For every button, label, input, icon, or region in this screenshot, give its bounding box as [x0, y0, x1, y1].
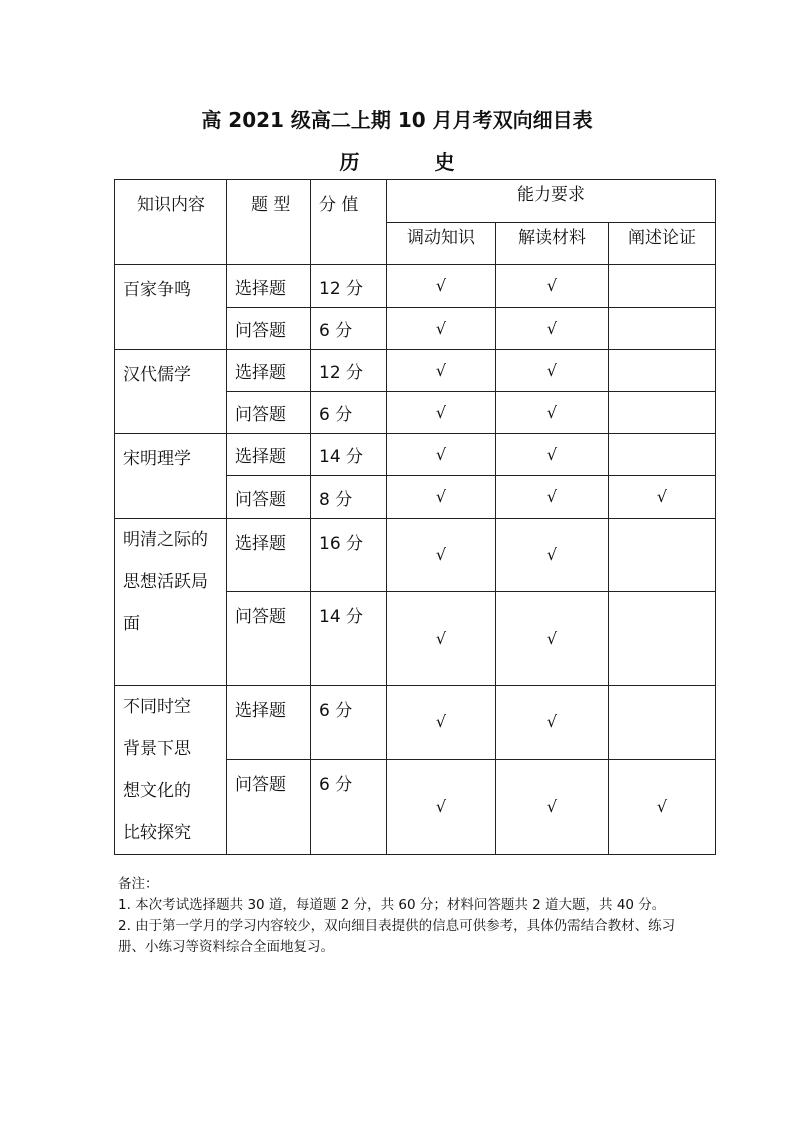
- check-recall: [387, 392, 496, 434]
- check-recall: [387, 592, 496, 686]
- check-mark: √: [546, 487, 558, 506]
- check-mark: √: [435, 628, 447, 648]
- check-recall: [387, 519, 496, 592]
- check-interpret: [496, 265, 609, 308]
- check-argue: [609, 308, 716, 350]
- check-mark: √: [546, 796, 558, 816]
- check-argue: [609, 519, 716, 592]
- question-type: 问答题: [227, 592, 311, 686]
- check-recall: [387, 476, 496, 519]
- check-mark: √: [546, 628, 558, 648]
- check-recall: [387, 265, 496, 308]
- check-argue: [609, 686, 716, 760]
- header-ability-argue: 阐述论证: [609, 223, 716, 265]
- check-mark: √: [435, 402, 447, 422]
- header-score: 分 值: [311, 180, 387, 265]
- header-topic: 知识内容: [115, 180, 227, 265]
- check-recall: [387, 434, 496, 476]
- check-argue: [609, 350, 716, 392]
- topic-cell: 明清之际的思想活跃局面: [115, 519, 227, 686]
- header-type: 题 型: [227, 180, 311, 265]
- check-mark: √: [435, 796, 447, 816]
- check-mark: √: [546, 545, 558, 564]
- subject-title: 历 史: [339, 150, 489, 174]
- score: 16 分: [311, 519, 387, 592]
- check-argue: [609, 392, 716, 434]
- header-ability-recall: 调动知识: [387, 223, 496, 265]
- check-mark: √: [546, 712, 558, 732]
- check-recall: [387, 686, 496, 760]
- score: 8 分: [311, 476, 387, 519]
- question-type: 选择题: [227, 265, 311, 308]
- score: 12 分: [311, 265, 387, 308]
- question-type: 选择题: [227, 350, 311, 392]
- check-interpret: [496, 308, 609, 350]
- score: 14 分: [311, 592, 387, 686]
- check-interpret: [496, 350, 609, 392]
- question-type: 问答题: [227, 759, 311, 854]
- topic-cell: 汉代儒学: [115, 350, 227, 434]
- check-interpret: [496, 519, 609, 592]
- note-item: 1. 本次考试选择题共 30 道，每道题 2 分，共 60 分；材料问答题共 2 道大题，共 40 分。: [118, 897, 666, 913]
- check-recall: [387, 308, 496, 350]
- score: 12 分: [311, 350, 387, 392]
- check-mark: √: [435, 444, 447, 464]
- check-mark: √: [546, 276, 558, 295]
- check-interpret: [496, 392, 609, 434]
- check-interpret: [496, 592, 609, 686]
- question-type: 问答题: [227, 476, 311, 519]
- question-type: 问答题: [227, 308, 311, 350]
- check-interpret: [496, 686, 609, 760]
- score: 6 分: [311, 759, 387, 854]
- header-ability-interpret: 解读材料: [496, 223, 609, 265]
- check-mark: √: [546, 360, 558, 380]
- check-mark: √: [435, 276, 447, 295]
- topic-cell: 不同时空背景下思想文化的比较探究: [115, 686, 227, 855]
- check-argue: [609, 592, 716, 686]
- notes-label: 备注：: [118, 876, 159, 892]
- question-type: 选择题: [227, 519, 311, 592]
- check-mark: √: [435, 545, 447, 564]
- check-argue: [609, 759, 716, 854]
- check-mark: √: [546, 444, 558, 464]
- notes-section: [118, 874, 678, 958]
- score: 6 分: [311, 686, 387, 760]
- check-interpret: [496, 434, 609, 476]
- check-mark: √: [435, 360, 447, 380]
- check-interpret: [496, 476, 609, 519]
- check-argue: [609, 476, 716, 519]
- check-interpret: [496, 759, 609, 854]
- check-mark: √: [435, 318, 447, 338]
- header-ability: 能力要求: [387, 180, 716, 223]
- score: 6 分: [311, 392, 387, 434]
- question-type: 选择题: [227, 434, 311, 476]
- topic-cell: 百家争鸣: [115, 265, 227, 350]
- question-type: 问答题: [227, 392, 311, 434]
- spec-table: [114, 179, 716, 855]
- check-mark: √: [656, 487, 668, 506]
- check-recall: [387, 759, 496, 854]
- check-mark: √: [546, 402, 558, 422]
- check-mark: √: [435, 487, 447, 506]
- check-recall: [387, 350, 496, 392]
- score: 6 分: [311, 308, 387, 350]
- topic-cell: 宋明理学: [115, 434, 227, 519]
- check-argue: [609, 265, 716, 308]
- document-title: 高 2021 级高二上期 10 月月考双向细目表: [201, 108, 593, 132]
- score: 14 分: [311, 434, 387, 476]
- question-type: 选择题: [227, 686, 311, 760]
- check-mark: √: [546, 318, 558, 338]
- check-mark: √: [656, 796, 668, 816]
- check-mark: √: [435, 712, 447, 732]
- check-argue: [609, 434, 716, 476]
- note-item: 2. 由于第一学月的学习内容较少，双向细目表提供的信息可供参考，具体仍需结合教材、练习册、小练习等资料综合全面地复习。: [118, 918, 676, 955]
